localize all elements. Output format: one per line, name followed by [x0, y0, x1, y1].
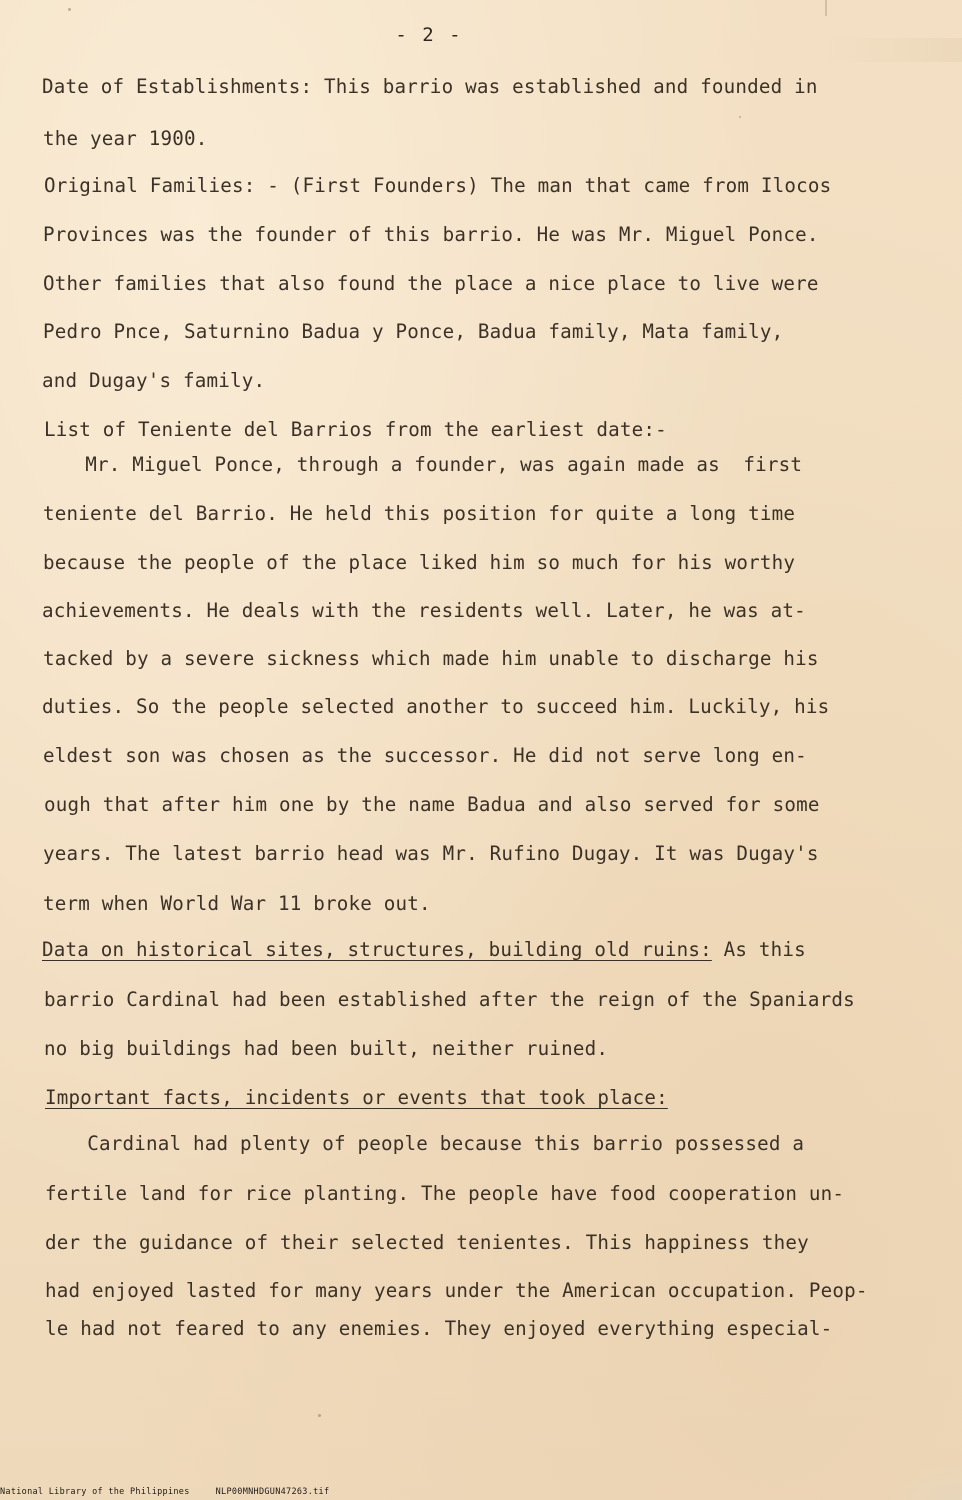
- text-line: had enjoyed lasted for many years under the American occupation. Peop-: [45, 1279, 868, 1302]
- text-line: no big buildings had been built, neither ruined.: [44, 1037, 609, 1060]
- text-line: duties. So the people selected another to succeed him. Luckily, his: [42, 695, 830, 718]
- text-line: eldest son was chosen as the successor. He did not serve long en-: [43, 744, 807, 767]
- text-line: Mr. Miguel Ponce, through a founder, was again made as first: [50, 453, 803, 476]
- paper-speck: [318, 1414, 321, 1417]
- page-number: - 2 -: [395, 24, 463, 46]
- text-line: the year 1900.: [43, 127, 208, 150]
- text-line: der the guidance of their selected tenientes. This happiness they: [45, 1231, 809, 1254]
- text-line: fertile land for rice planting. The people have food cooperation un-: [45, 1182, 845, 1205]
- text-line: le had not feared to any enemies. They enjoyed everything especial-: [45, 1317, 833, 1340]
- text-line: tacked by a severe sickness which made him unable to discharge his: [43, 647, 819, 670]
- text-line: teniente del Barrio. He held this position for quite a long time: [43, 502, 796, 525]
- paper-speck: [68, 8, 71, 11]
- text-line: Pedro Pnce, Saturnino Badua y Ponce, Badua family, Mata family,: [43, 320, 784, 343]
- text-line: because the people of the place liked him so much for his worthy: [43, 551, 796, 574]
- text-line: years. The latest barrio head was Mr. Rufino Dugay. It was Dugay's: [43, 842, 819, 865]
- important-facts-heading: Important facts, incidents or events that took place:: [45, 1086, 668, 1109]
- paper-speck: [739, 116, 741, 118]
- text-line: Original Families: - (First Founders) The man that came from Ilocos: [44, 174, 832, 197]
- text-line: ough that after him one by the name Badua and also served for some: [44, 793, 820, 816]
- text-line: Cardinal had plenty of people because this barrio possessed a: [52, 1132, 805, 1155]
- historical-sites-text: As this: [711, 938, 806, 961]
- historical-sites-heading: Data on historical sites, structures, building old ruins:: [42, 938, 712, 961]
- text-line: and Dugay's family.: [42, 369, 266, 392]
- paper-corner-fade: [882, 1460, 962, 1500]
- text-line: Provinces was the founder of this barrio. He was Mr. Miguel Ponce.: [43, 223, 819, 246]
- text-line: Other families that also found the place a nice place to live were: [43, 272, 819, 295]
- text-line: Date of Establishments: This barrio was established and founded in: [42, 75, 818, 98]
- scan-footer: [0, 1487, 329, 1497]
- footer-filename: NLP00MNHDGUN47263.tif: [215, 1487, 330, 1497]
- historical-sites-line: [42, 939, 806, 961]
- footer-library: National Library of the Philippines: [0, 1487, 190, 1497]
- text-line: term when World War 11 broke out.: [43, 892, 431, 915]
- scan-mark: [825, 0, 827, 16]
- text-line: barrio Cardinal had been established after the reign of the Spaniards: [44, 988, 855, 1011]
- text-line: achievements. He deals with the residents well. Later, he was at-: [42, 599, 806, 622]
- section-heading: List of Teniente del Barrios from the earliest date:-: [44, 418, 667, 441]
